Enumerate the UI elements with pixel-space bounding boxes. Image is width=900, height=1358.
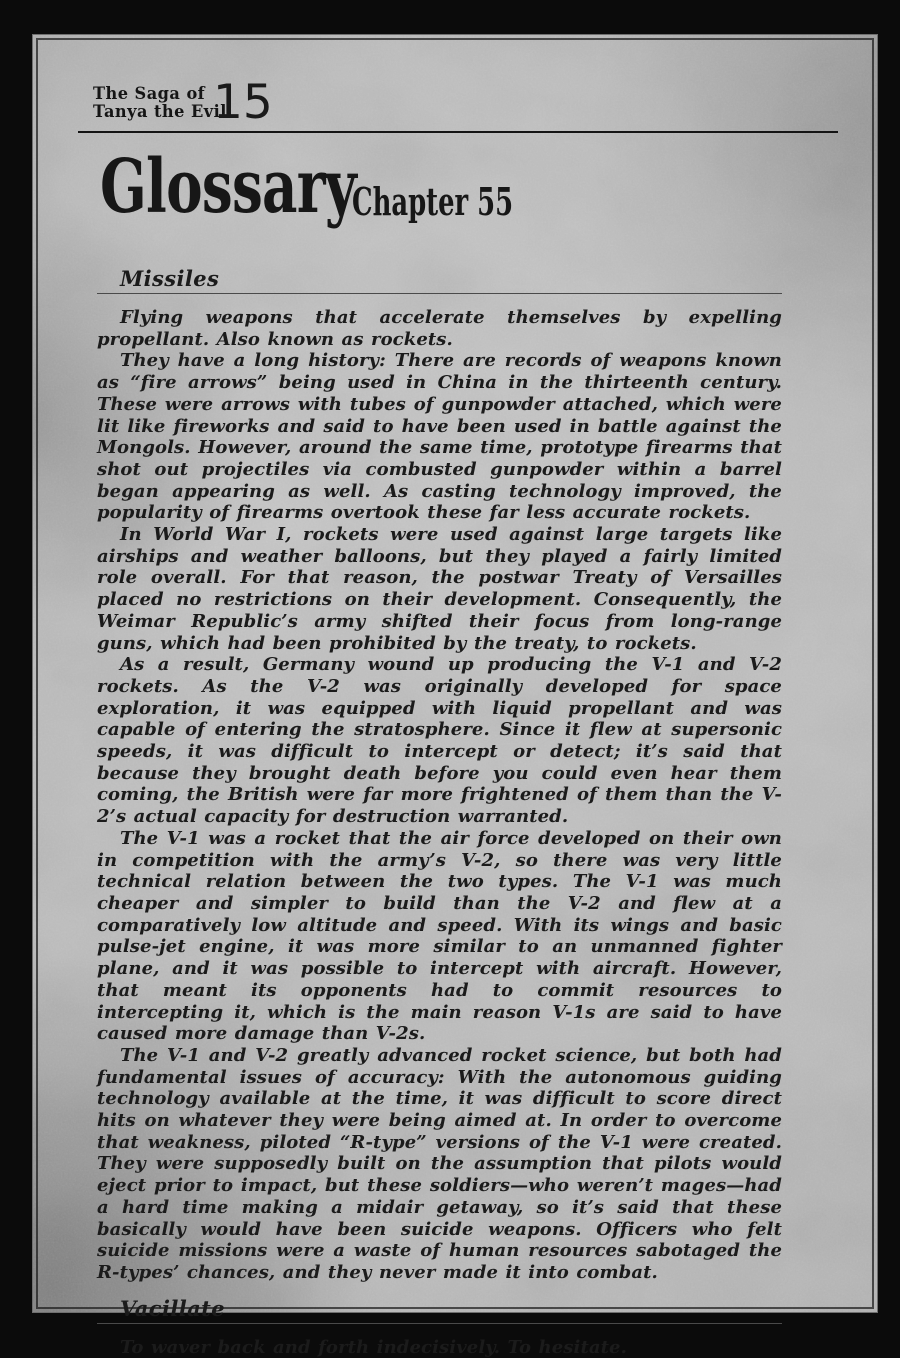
glossary-entry-vacillate	[97, 1295, 782, 1358]
series-logo-line1: The Saga of	[93, 84, 206, 104]
definition-paragraph: The V-1 was a rocket that the air force developed on their own in competition with the army’s V-2, so there was very little technical relation between the two types. The V-1 was much cheaper and simpler to build than the V-2 and flew at a comparatively low altitude and speed. With its wings and basic pulse-jet engine, it was more similar to an unmanned fighter plane, and it was possible to intercept with aircraft. However, that meant its opponents had to commit resources to intercepting it, which is the main reason V-1s are said to have caused more damage than V-2s.	[97, 827, 782, 1045]
page-title: Glossary	[100, 144, 356, 230]
series-logo	[93, 85, 227, 121]
definition-paragraph: The V-1 and V-2 greatly advanced rocket science, but both had fundamental issues of accuracy: With the autonomous guiding technology available at the time, it was difficult to score direct hits on whatever they were being aimed at. In order to overcome that weakness, piloted “R-type” versions of the V-1 were created. They were supposedly built on the assumption that pilots would eject prior to impact, but these soldiers—who weren’t mages—had a hard time making a midair getaway, so it’s said that these basically would have been suicide weapons. Officers who felt suicide missions were a waste of human resources sabotaged the R-types’ chances, and they never made it into combat.	[97, 1044, 782, 1283]
paper-page	[33, 35, 877, 1358]
volume-number: 15	[213, 75, 273, 130]
term-definition	[97, 307, 782, 1284]
definition-paragraph: They have a long history: There are records of weapons known as “fire arrows” being used in China in the thirteenth century. These were arrows with tubes of gunpowder attached, which were lit like fireworks and said to have been used in battle against the Mongols. However, around the same time, prototype firearms that shot out projectiles via combusted gunpowder within a barrel began appearing as well. As casting technology improved, the popularity of firearms overtook these far less accurate rockets.	[97, 350, 782, 524]
glossary-entry-missiles	[97, 268, 782, 1284]
term-heading: Missiles	[120, 266, 220, 291]
definition-paragraph: In World War I, rockets were used against large targets like airships and weather balloons, but they played a fairly limited role overall. For that reason, the postwar Treaty of Versailles placed no restrictions on their development. Consequently, the Weimar Republic’s army shifted their focus from long-range guns, which had been prohibited by the treaty, to rockets.	[97, 524, 782, 654]
definition-paragraph: To waver back and forth indecisively. To hesitate.	[120, 1336, 627, 1358]
term-definition	[97, 1337, 782, 1358]
chapter-label: Chapter 55	[352, 179, 514, 224]
definition-paragraph: As a result, Germany wound up producing the V-1 and V-2 rockets. As the V-2 was originally developed for space exploration, it was equipped with liquid propellant and was capable of entering the stratosphere. Since it flew at supersonic speeds, it was difficult to intercept or detect; it’s said that because they brought death before you could even hear them coming, the British were far more frightened of them than the V-2’s actual capacity for destruction warranted.	[97, 654, 782, 828]
series-logo-line2: Tanya the Evil	[93, 102, 227, 122]
term-divider	[97, 293, 782, 294]
term-divider	[97, 1323, 782, 1324]
glossary-content	[97, 268, 782, 1358]
term-heading: Vacillate	[120, 1295, 225, 1321]
definition-paragraph: Flying weapons that accelerate themselves by expelling propellant. Also known as rockets.	[97, 307, 782, 350]
header-divider	[78, 131, 838, 133]
